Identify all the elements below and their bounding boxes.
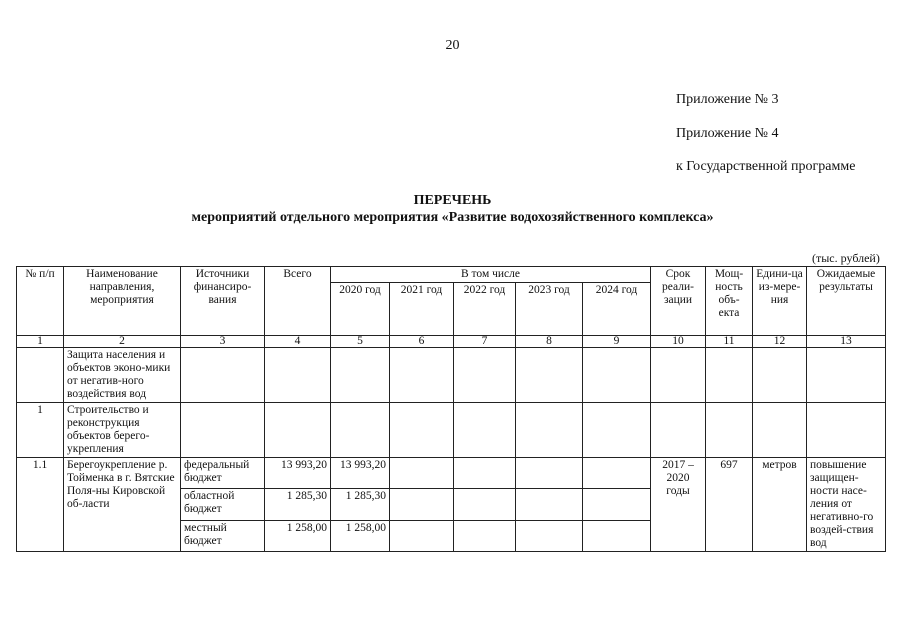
col-number: 1 xyxy=(17,336,64,348)
total-value: 1 285,30 xyxy=(265,489,331,520)
header-2021: 2021 год xyxy=(390,283,454,336)
appendix-line-3: к Государственной программе xyxy=(676,159,856,174)
col-number: 10 xyxy=(651,336,706,348)
header-source: Источники финансиро-вания xyxy=(181,267,265,336)
item-unit: метров xyxy=(753,458,807,552)
col-number: 4 xyxy=(265,336,331,348)
page-number: 20 xyxy=(445,38,460,53)
funding-source: федеральный бюджет xyxy=(181,458,265,489)
funding-source: областной бюджет xyxy=(181,489,265,520)
col-number: 3 xyxy=(181,336,265,348)
header-2020: 2020 год xyxy=(331,283,390,336)
header-unit: Едини-ца из-мере-ния xyxy=(753,267,807,336)
header-row-1 xyxy=(17,267,886,283)
col-number: 13 xyxy=(807,336,886,348)
col-number: 9 xyxy=(583,336,651,348)
year-2020-value: 1 285,30 xyxy=(331,489,390,520)
units-label: (тыс. рублей) xyxy=(812,251,880,265)
group-num: 1 xyxy=(17,403,64,458)
header-term: Срок реали-зации xyxy=(651,267,706,336)
header-name: Наименование направления, мероприятия xyxy=(64,267,181,336)
header-2024: 2024 год xyxy=(583,283,651,336)
col-number: 12 xyxy=(753,336,807,348)
col-number: 7 xyxy=(454,336,516,348)
header-capacity: Мощ-ность объ-екта xyxy=(706,267,753,336)
appendix-line-1: Приложение № 3 xyxy=(676,92,779,107)
funding-source: местный бюджет xyxy=(181,520,265,551)
header-2022: 2022 год xyxy=(454,283,516,336)
item-capacity: 697 xyxy=(706,458,753,552)
section-name: Защита населения и объектов эконо-мики от негатив-ного воздействия вод xyxy=(64,348,181,403)
header-results: Ожидаемые результаты xyxy=(807,267,886,336)
col-number: 6 xyxy=(390,336,454,348)
column-number-row xyxy=(17,336,886,348)
item-row-federal xyxy=(17,458,886,489)
total-value: 13 993,20 xyxy=(265,458,331,489)
col-number: 11 xyxy=(706,336,753,348)
item-results: повышение защищен-ности насе-ления от негативно-го воздей-ствия вод xyxy=(807,458,886,552)
group-row xyxy=(17,403,886,458)
col-number: 2 xyxy=(64,336,181,348)
header-total: Всего xyxy=(265,267,331,336)
header-num: № п/п xyxy=(17,267,64,336)
appendix-line-2: Приложение № 4 xyxy=(676,126,779,141)
col-number: 8 xyxy=(516,336,583,348)
item-num: 1.1 xyxy=(17,458,64,552)
item-name: Берегоукрепление р. Тойменка в г. Вятские Поля-ны Кировской об-ласти xyxy=(64,458,181,552)
group-name: Строительство и реконструкция объектов берего-укрепления xyxy=(64,403,181,458)
item-term: 2017 – 2020 годы xyxy=(651,458,706,552)
year-2020-value: 1 258,00 xyxy=(331,520,390,551)
section-row xyxy=(17,348,886,403)
header-including: В том числе xyxy=(331,267,651,283)
document-subtitle: мероприятий отдельного мероприятия «Развитие водохозяйственного комплекса» xyxy=(191,210,714,225)
col-number: 5 xyxy=(331,336,390,348)
total-value: 1 258,00 xyxy=(265,520,331,551)
year-2020-value: 13 993,20 xyxy=(331,458,390,489)
header-2023: 2023 год xyxy=(516,283,583,336)
document-title: ПЕРЕЧЕНЬ xyxy=(413,193,492,208)
measures-table xyxy=(16,266,886,552)
